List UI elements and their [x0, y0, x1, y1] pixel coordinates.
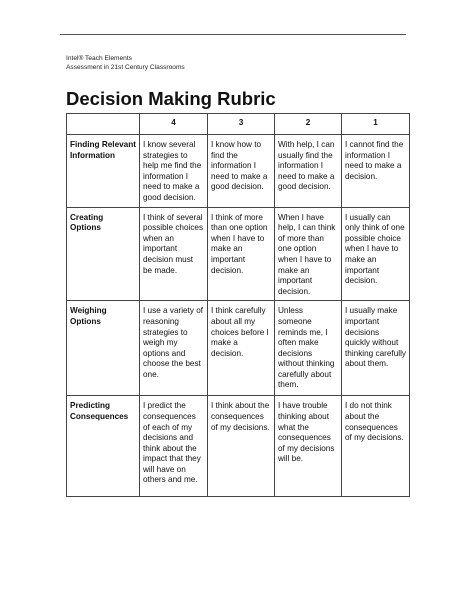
column-header-score-1: 1 — [342, 114, 410, 135]
rubric-cell-score-1: I usually make important decisions quickly without thinking carefully about them. — [342, 301, 410, 396]
rubric-cell-score-4: I predict the consequences of each of my decisions and think about the impact that they will have on others and me. — [140, 396, 208, 497]
rubric-cell-score-3: I think about the consequences of my decisions. — [208, 396, 275, 497]
table-row — [67, 301, 410, 396]
header-line-course: Assessment in 21st Century Classrooms — [66, 64, 185, 71]
rubric-cell-score-3: I know how to find the information I need to make a good decision. — [208, 135, 275, 208]
table-row — [67, 207, 410, 301]
rubric-cell-score-2: With help, I can usually find the information I need to make a good decision. — [275, 135, 342, 208]
top-divider — [60, 34, 406, 35]
table-row — [67, 135, 410, 208]
rubric-cell-score-3: I think of more than one option when I have to make an important decision. — [208, 207, 275, 301]
column-header-score-2: 2 — [275, 114, 342, 135]
rubric-cell-score-4: I use a variety of reasoning strategies to weigh my options and choose the best one. — [140, 301, 208, 396]
criterion-finding-relevant-information: Finding Relevant Information — [67, 135, 140, 208]
rubric-cell-score-3: I think carefully about all my choices before I make a decision. — [208, 301, 275, 396]
criterion-creating-options: Creating Options — [67, 207, 140, 301]
table-row — [67, 396, 410, 497]
page-title: Decision Making Rubric — [66, 88, 276, 109]
header-row — [67, 114, 410, 135]
criterion-predicting-consequences: Predicting Consequences — [67, 396, 140, 497]
header-line-program: Intel® Teach Elements — [66, 55, 132, 62]
rubric-cell-score-2: When I have help, I can think of more than one option when I have to make an important decision. — [275, 207, 342, 301]
rubric-cell-score-1: I cannot find the information I need to make a decision. — [342, 135, 410, 208]
rubric-cell-score-2: I have trouble thinking about what the consequences of my decisions will be. — [275, 396, 342, 497]
rubric-cell-score-4: I think of several possible choices when an important decision must be made. — [140, 207, 208, 301]
rubric-cell-score-2: Unless someone reminds me, I often make decisions without thinking carefully about them. — [275, 301, 342, 396]
column-header-score-3: 3 — [208, 114, 275, 135]
criterion-weighing-options: Weighing Options — [67, 301, 140, 396]
column-header-criterion — [67, 114, 140, 135]
rubric-cell-score-1: I do not think about the consequences of my decisions. — [342, 396, 410, 497]
document-header — [66, 54, 185, 72]
rubric-cell-score-1: I usually can only think of one possible choice when I have to make an important decision. — [342, 207, 410, 301]
rubric-cell-score-4: I know several strategies to help me find the information I need to make a good decision. — [140, 135, 208, 208]
rubric-table — [66, 113, 410, 497]
column-header-score-4: 4 — [140, 114, 208, 135]
